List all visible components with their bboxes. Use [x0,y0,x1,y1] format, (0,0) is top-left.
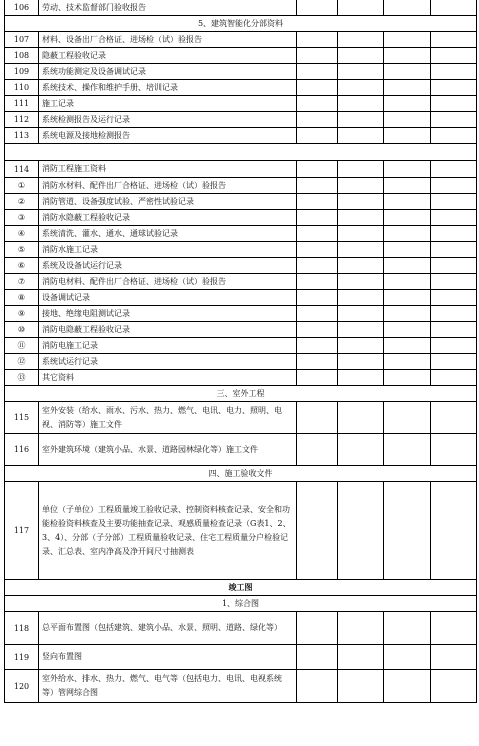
table-row [5,482,477,580]
row-description: 消防管道、设备强度试验、严密性试验记录 [39,194,297,210]
row-number: ② [5,194,39,210]
empty-cell [297,128,338,144]
row-number: ⑥ [5,258,39,274]
row-description: 消防电施工记录 [39,338,297,354]
row-number: 118 [5,612,39,645]
empty-cell [297,370,338,386]
empty-cell [384,670,431,703]
section-header: 5、建筑智能化分部资料 [5,16,477,32]
row-number: 109 [5,64,39,80]
empty-cell [338,338,384,354]
table-row [5,612,477,645]
row-description: 隐蔽工程验收记录 [39,48,297,64]
table-row [5,434,477,466]
row-description: 单位（子单位）工程质量竣工验收记录、控制资料核查记录、安全和功能检验资料核查及主要功能抽查记录、观感质量检查记录（G表1、2、3、4）、分部（子分部）工程质量验收记录、住宅工程质量分户检验记录、汇总表、室内净高及净开间尺寸抽测表 [39,482,297,580]
row-number: 106 [5,0,39,16]
table-row [5,354,477,370]
empty-cell [297,482,338,580]
empty-cell [431,178,477,194]
row-description: 系统功能测定及设备调试记录 [39,64,297,80]
table-row [5,370,477,386]
row-description: 材料、设备出厂合格证、进场检（试）验报告 [39,32,297,48]
table-row [5,226,477,242]
empty-row-cell [5,144,477,161]
empty-cell [338,482,384,580]
section-header-row [5,596,477,612]
empty-cell [338,370,384,386]
row-number: ⑤ [5,242,39,258]
row-number: 119 [5,645,39,670]
empty-cell [338,290,384,306]
spacer-row [5,144,477,161]
empty-cell [297,226,338,242]
empty-cell [431,0,477,16]
table-title: 竣工图 [5,580,477,596]
empty-cell [431,306,477,322]
row-description: 其它资料 [39,370,297,386]
empty-cell [338,306,384,322]
row-description: 消防水材料、配件出厂合格证、进场检（试）验报告 [39,178,297,194]
empty-cell [297,64,338,80]
table-row [5,306,477,322]
empty-cell [431,112,477,128]
row-number: ⑬ [5,370,39,386]
empty-cell [338,322,384,338]
empty-cell [338,112,384,128]
empty-cell [297,338,338,354]
empty-cell [384,96,431,112]
empty-cell [297,306,338,322]
empty-cell [338,402,384,434]
section-header-row [5,466,477,482]
empty-cell [431,226,477,242]
empty-cell [338,0,384,16]
empty-cell [297,274,338,290]
table-row [5,178,477,194]
empty-cell [431,210,477,226]
row-number: ⑦ [5,274,39,290]
row-number: ⑧ [5,290,39,306]
table-row [5,670,477,703]
empty-cell [431,258,477,274]
empty-cell [338,434,384,466]
row-number: 120 [5,670,39,703]
empty-cell [384,258,431,274]
empty-cell [384,194,431,210]
empty-cell [297,96,338,112]
table-row [5,242,477,258]
row-number: 107 [5,32,39,48]
row-description: 室外给水、排水、热力、燃气、电气等（包括电力、电讯、电视系统等）管网综合图 [39,670,297,703]
empty-cell [384,242,431,258]
table-row [5,322,477,338]
row-description: 系统清洗、灌水、通水、通球试验记录 [39,226,297,242]
empty-cell [338,64,384,80]
empty-cell [297,48,338,64]
row-description: 接地、绝缘电阻测试记录 [39,306,297,322]
empty-cell [431,242,477,258]
empty-cell [297,322,338,338]
empty-cell [384,128,431,144]
row-number: ③ [5,210,39,226]
empty-cell [431,670,477,703]
empty-cell [384,64,431,80]
table-row [5,64,477,80]
empty-cell [431,645,477,670]
row-description: 室外建筑环境（建筑小品、水景、道路园林绿化等）施工文件 [39,434,297,466]
row-description: 总平面布置图（包括建筑、建筑小品、水景、照明、道路、绿化等） [39,612,297,645]
table-row [5,0,477,16]
empty-cell [384,290,431,306]
row-number: 108 [5,48,39,64]
empty-cell [297,645,338,670]
empty-cell [384,612,431,645]
row-description: 系统试运行记录 [39,354,297,370]
row-number: 115 [5,402,39,434]
empty-cell [338,96,384,112]
empty-cell [431,80,477,96]
row-number: 112 [5,112,39,128]
table-row [5,80,477,96]
empty-cell [431,64,477,80]
empty-cell [431,290,477,306]
empty-cell [384,645,431,670]
empty-cell [338,258,384,274]
row-number: 116 [5,434,39,466]
empty-cell [338,226,384,242]
empty-cell [431,354,477,370]
empty-cell [431,482,477,580]
empty-cell [431,338,477,354]
row-number: 117 [5,482,39,580]
empty-cell [431,612,477,645]
table-row [5,402,477,434]
row-description: 消防水隐蔽工程验收记录 [39,210,297,226]
table-row [5,258,477,274]
archive-checklist-table [4,0,477,703]
section-header-row [5,16,477,32]
row-number: 110 [5,80,39,96]
row-number: 113 [5,128,39,144]
empty-cell [384,322,431,338]
empty-cell [338,194,384,210]
empty-cell [384,482,431,580]
empty-cell [384,274,431,290]
empty-cell [338,354,384,370]
empty-cell [431,370,477,386]
empty-cell [384,112,431,128]
empty-cell [297,161,338,178]
row-description: 系统电源及接地检测报告 [39,128,297,144]
empty-cell [431,48,477,64]
table-row [5,194,477,210]
empty-cell [297,354,338,370]
table-row [5,290,477,306]
table-row [5,32,477,48]
empty-cell [384,178,431,194]
table-row [5,48,477,64]
empty-cell [384,306,431,322]
empty-cell [384,32,431,48]
empty-cell [338,161,384,178]
empty-cell [297,242,338,258]
row-number: ⑫ [5,354,39,370]
empty-cell [297,194,338,210]
empty-cell [338,32,384,48]
empty-cell [297,670,338,703]
table-title-row [5,580,477,596]
table-row [5,161,477,178]
row-description: 消防水施工记录 [39,242,297,258]
row-number: ⑪ [5,338,39,354]
empty-cell [297,402,338,434]
table-row [5,338,477,354]
row-number: ④ [5,226,39,242]
empty-cell [338,612,384,645]
table-row [5,112,477,128]
empty-cell [431,161,477,178]
empty-cell [297,258,338,274]
row-description: 竖向布置图 [39,645,297,670]
empty-cell [431,402,477,434]
row-description: 设备调试记录 [39,290,297,306]
row-description: 劳动、技术监督部门验收报告 [39,0,297,16]
empty-cell [431,96,477,112]
table-row [5,128,477,144]
empty-cell [338,48,384,64]
table-row [5,274,477,290]
empty-cell [384,434,431,466]
section-header: 三、室外工程 [5,386,477,402]
empty-cell [338,80,384,96]
empty-cell [338,274,384,290]
row-description: 室外安装（给水、雨水、污水、热力、燃气、电讯、电力、照明、电视、消防等）施工文件 [39,402,297,434]
empty-cell [431,434,477,466]
empty-cell [384,370,431,386]
row-number: ① [5,178,39,194]
row-number: ⑩ [5,322,39,338]
row-description: 系统技术、操作和维护手册、培训记录 [39,80,297,96]
empty-cell [338,178,384,194]
empty-cell [431,322,477,338]
section-header: 四、施工验收文件 [5,466,477,482]
row-number: 111 [5,96,39,112]
empty-cell [384,338,431,354]
empty-cell [297,80,338,96]
empty-cell [297,32,338,48]
empty-cell [297,178,338,194]
empty-cell [338,242,384,258]
row-description: 施工记录 [39,96,297,112]
empty-cell [431,32,477,48]
empty-cell [384,402,431,434]
empty-cell [384,354,431,370]
table-row [5,645,477,670]
empty-cell [338,128,384,144]
section-header-row [5,386,477,402]
row-description: 消防电隐蔽工程验收记录 [39,322,297,338]
row-number: ⑨ [5,306,39,322]
empty-cell [338,670,384,703]
empty-cell [384,0,431,16]
row-description: 消防电材料、配件出厂合格证、进场检（试）验报告 [39,274,297,290]
empty-cell [384,210,431,226]
table-row [5,210,477,226]
empty-cell [338,210,384,226]
section-header: 1、综合图 [5,596,477,612]
empty-cell [384,226,431,242]
table-row [5,96,477,112]
empty-cell [431,128,477,144]
row-description: 系统及设备试运行记录 [39,258,297,274]
empty-cell [297,210,338,226]
row-description: 消防工程施工资料 [39,161,297,178]
empty-cell [384,161,431,178]
empty-cell [384,80,431,96]
empty-cell [297,0,338,16]
empty-cell [431,194,477,210]
empty-cell [297,434,338,466]
empty-cell [338,645,384,670]
row-description: 系统检测报告及运行记录 [39,112,297,128]
empty-cell [297,112,338,128]
empty-cell [297,612,338,645]
empty-cell [384,48,431,64]
empty-cell [431,274,477,290]
empty-cell [297,290,338,306]
row-number: 114 [5,161,39,178]
